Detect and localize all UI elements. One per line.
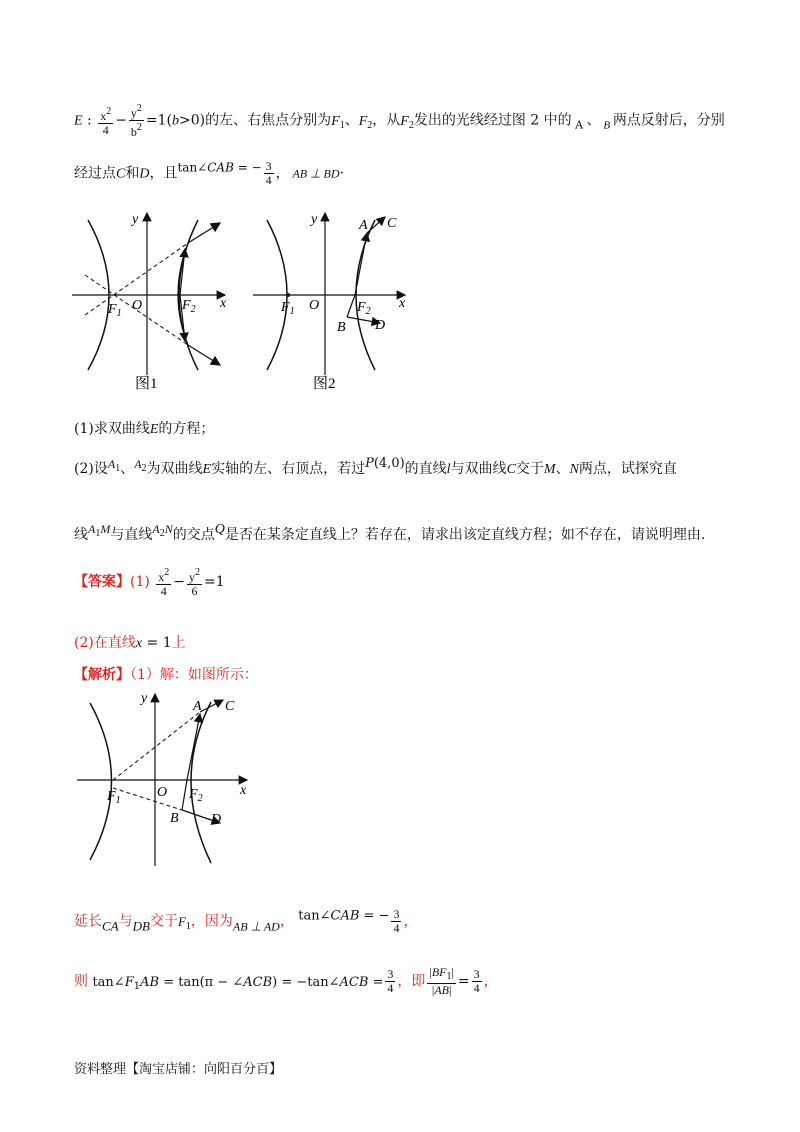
analysis-line-2: 则 $\tan\angle F_1AB = \tan(\pi$ − ∠ACB) = −tan∠ACB = $\frac{3}{4}$ ，即 $\frac{|BF_1|}{|AB|}$ = $\frac{3}{4}$ ， <box>74 965 498 997</box>
question-2-line-2: 线$A_1M$与直线$A_2N$的交点Q是否在某条定直线上？若存在，请求出该定直线方程；如不存在，请说明理由. <box>74 522 706 543</box>
analysis-lead: 【解析】（1）解：如图所示： <box>74 667 258 683</box>
figure-1-caption: 图1 <box>135 376 158 392</box>
figure-3 <box>75 688 260 880</box>
svg-text:F2: $F_2$ <box>182 298 196 315</box>
svg-text:F1: $F_1$ <box>281 300 295 317</box>
analysis-line-1: 延长CA与DB交于$F_1$，因为AB ⊥ AD， tan∠CAB = − $\frac{3}{4}$ ， <box>74 907 418 935</box>
svg-text:F2: $F_2$ <box>357 300 371 317</box>
hyperbola-equation: E <box>74 113 83 129</box>
svg-text:D: D <box>211 812 222 827</box>
svg-text:y: y <box>311 212 318 227</box>
svg-text:B: B <box>170 811 179 826</box>
svg-text:y: y <box>141 691 148 706</box>
svg-text:B: B <box>337 320 346 335</box>
svg-text:F1: $F_1$ <box>108 302 122 319</box>
svg-text:O: O <box>132 298 143 313</box>
svg-text:C: C <box>387 216 397 231</box>
svg-text:O: O <box>309 298 320 313</box>
question-2-line-1: (2)设$A_1$、$A_2$为双曲线E实轴的左、右顶点，若过P(4,0)的直线l与双曲线C交于M、N两点，试探究直 <box>74 456 677 477</box>
answer-line-1: 【答案】(1) $\frac{x^2}{4}$ − $\frac{y^2}{6}$ =1 <box>74 567 225 598</box>
svg-text:F1: $F_1$ <box>107 789 121 806</box>
svg-text:F2: $F_2$ <box>189 787 203 804</box>
svg-text:x: x <box>220 296 227 311</box>
problem-line-1: E : $\frac{x^2}{4}$ − $\frac{y^2}{b^2}$ =1(b>0)的左、右焦点分别为$F_1$、$F_2$，从$F_2$发出的光线经过图 2 中的 $_A$ 、 $_B$ 两点反射后，分别 <box>74 103 725 139</box>
problem-line-2: 经过点C和D，且tan∠CAB = − $\frac{3}{4}$ ， AB ⊥ BD· <box>74 159 345 187</box>
footer-text: 资料整理【淘宝店铺：向阳百分百】 <box>74 1062 283 1077</box>
figure-2 <box>245 205 425 395</box>
svg-text:A: A <box>359 218 368 233</box>
figure-2-caption: 图2 <box>313 376 336 392</box>
question-1: (1)求双曲线E的方程； <box>74 421 215 437</box>
svg-text:D: D <box>375 318 386 333</box>
svg-text:A: A <box>193 699 202 714</box>
figure-1 <box>60 205 240 395</box>
svg-text:C: C <box>225 699 235 714</box>
svg-text:x: x <box>240 783 247 798</box>
svg-text:O: O <box>157 785 168 800</box>
svg-text:x: x <box>399 296 406 311</box>
svg-text:y: y <box>132 212 139 227</box>
answer-line-2: (2)在直线x = 1上 <box>74 635 186 651</box>
